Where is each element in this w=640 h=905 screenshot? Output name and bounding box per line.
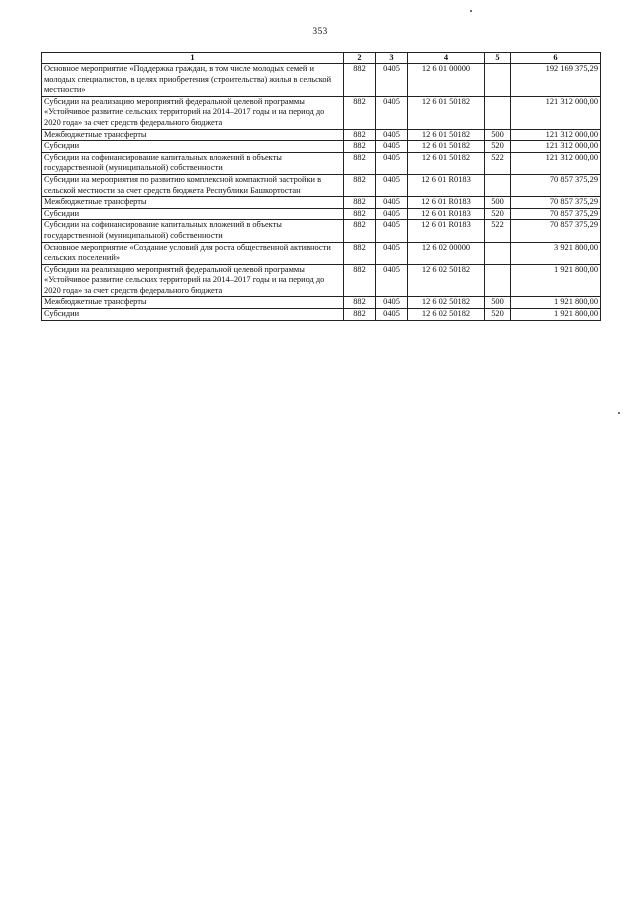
- header-cell-type: 5: [485, 53, 511, 64]
- row-section-cell: 0405: [376, 242, 408, 264]
- row-type-cell: 520: [485, 309, 511, 321]
- row-amount-cell: 70 857 375,29: [511, 174, 601, 196]
- row-code-cell: 882: [344, 220, 376, 242]
- row-target-cell: 12 6 01 50182: [408, 152, 485, 174]
- table-row: [42, 208, 601, 220]
- row-type-cell: [485, 96, 511, 129]
- row-target-cell: 12 6 01 R0183: [408, 197, 485, 209]
- row-name-cell: Субсидии: [42, 309, 344, 321]
- header-cell-amount: 6: [511, 53, 601, 64]
- row-code-cell: 882: [344, 174, 376, 196]
- row-amount-cell: 1 921 800,00: [511, 297, 601, 309]
- row-target-cell: 12 6 01 50182: [408, 129, 485, 141]
- row-section-cell: 0405: [376, 174, 408, 196]
- row-name-cell: Основное мероприятие «Поддержка граждан, в том числе молодых семей и молодых специалистов, в целях приобретения (строительства) жилья в сельской местности»: [42, 64, 344, 97]
- row-amount-cell: 1 921 800,00: [511, 309, 601, 321]
- row-name-cell: Межбюджетные трансферты: [42, 197, 344, 209]
- row-name-cell: Субсидии на реализацию мероприятий федеральной целевой программы «Устойчивое развитие сельских территорий на 2014–2017 годы и на период до 2020 года» за счет средств федерального бюджета: [42, 96, 344, 129]
- row-name-cell: Субсидии на софинансирование капитальных вложений в объекты государственной (муниципальной) собственности: [42, 152, 344, 174]
- header-row: [42, 53, 601, 64]
- row-type-cell: 500: [485, 297, 511, 309]
- table-row: [42, 297, 601, 309]
- row-type-cell: 500: [485, 129, 511, 141]
- budget-table: [41, 52, 601, 321]
- table-row: [42, 220, 601, 242]
- row-code-cell: 882: [344, 309, 376, 321]
- row-target-cell: 12 6 02 50182: [408, 309, 485, 321]
- row-amount-cell: 121 312 000,00: [511, 152, 601, 174]
- row-type-cell: [485, 174, 511, 196]
- row-section-cell: 0405: [376, 64, 408, 97]
- row-target-cell: 12 6 01 R0183: [408, 220, 485, 242]
- row-code-cell: 882: [344, 242, 376, 264]
- table-row: [42, 242, 601, 264]
- table-row: [42, 309, 601, 321]
- table-row: [42, 129, 601, 141]
- row-code-cell: 882: [344, 64, 376, 97]
- row-name-cell: Межбюджетные трансферты: [42, 129, 344, 141]
- row-section-cell: 0405: [376, 208, 408, 220]
- header-cell-target: 4: [408, 53, 485, 64]
- table-row: [42, 64, 601, 97]
- row-amount-cell: 121 312 000,00: [511, 129, 601, 141]
- row-code-cell: 882: [344, 264, 376, 297]
- row-type-cell: 522: [485, 220, 511, 242]
- scan-speck: [618, 412, 620, 414]
- row-type-cell: [485, 264, 511, 297]
- table-row: [42, 152, 601, 174]
- row-type-cell: [485, 64, 511, 97]
- row-section-cell: 0405: [376, 197, 408, 209]
- row-type-cell: [485, 242, 511, 264]
- row-target-cell: 12 6 01 50182: [408, 141, 485, 153]
- row-section-cell: 0405: [376, 152, 408, 174]
- table-row: [42, 96, 601, 129]
- row-type-cell: 520: [485, 208, 511, 220]
- row-amount-cell: 121 312 000,00: [511, 96, 601, 129]
- row-amount-cell: 70 857 375,29: [511, 220, 601, 242]
- table-row: [42, 264, 601, 297]
- row-name-cell: Межбюджетные трансферты: [42, 297, 344, 309]
- row-name-cell: Субсидии на реализацию мероприятий федеральной целевой программы «Устойчивое развитие сельских территорий на 2014–2017 годы и на период до 2020 года» за счет средств федерального бюджета: [42, 264, 344, 297]
- row-amount-cell: 1 921 800,00: [511, 264, 601, 297]
- row-target-cell: 12 6 02 50182: [408, 264, 485, 297]
- row-code-cell: 882: [344, 208, 376, 220]
- row-target-cell: 12 6 01 50182: [408, 96, 485, 129]
- row-target-cell: 12 6 01 00000: [408, 64, 485, 97]
- row-name-cell: Субсидии на софинансирование капитальных вложений в объекты государственной (муниципальной) собственности: [42, 220, 344, 242]
- row-type-cell: 500: [485, 197, 511, 209]
- row-target-cell: 12 6 01 R0183: [408, 208, 485, 220]
- row-section-cell: 0405: [376, 141, 408, 153]
- row-section-cell: 0405: [376, 129, 408, 141]
- row-code-cell: 882: [344, 96, 376, 129]
- row-code-cell: 882: [344, 197, 376, 209]
- row-section-cell: 0405: [376, 309, 408, 321]
- scan-speck: [470, 10, 472, 12]
- row-section-cell: 0405: [376, 297, 408, 309]
- row-name-cell: Основное мероприятие «Создание условий для роста общественной активности сельских поселений»: [42, 242, 344, 264]
- row-amount-cell: 121 312 000,00: [511, 141, 601, 153]
- row-amount-cell: 192 169 375,29: [511, 64, 601, 97]
- row-name-cell: Субсидии на мероприятия по развитию комплексной компактной застройки в сельской местности за счет средств бюджета Республики Башкортостан: [42, 174, 344, 196]
- row-code-cell: 882: [344, 152, 376, 174]
- header-cell-code: 2: [344, 53, 376, 64]
- row-amount-cell: 70 857 375,29: [511, 208, 601, 220]
- table-row: [42, 174, 601, 196]
- header-cell-section: 3: [376, 53, 408, 64]
- row-code-cell: 882: [344, 141, 376, 153]
- row-name-cell: Субсидии: [42, 141, 344, 153]
- row-target-cell: 12 6 01 R0183: [408, 174, 485, 196]
- row-code-cell: 882: [344, 129, 376, 141]
- row-section-cell: 0405: [376, 264, 408, 297]
- row-section-cell: 0405: [376, 220, 408, 242]
- row-target-cell: 12 6 02 00000: [408, 242, 485, 264]
- row-code-cell: 882: [344, 297, 376, 309]
- page-number: 353: [312, 27, 328, 37]
- row-target-cell: 12 6 02 50182: [408, 297, 485, 309]
- row-name-cell: Субсидии: [42, 208, 344, 220]
- row-type-cell: 522: [485, 152, 511, 174]
- row-amount-cell: 3 921 800,00: [511, 242, 601, 264]
- table-row: [42, 197, 601, 209]
- row-type-cell: 520: [485, 141, 511, 153]
- header-cell-name: 1: [42, 53, 344, 64]
- table-row: [42, 141, 601, 153]
- row-section-cell: 0405: [376, 96, 408, 129]
- row-amount-cell: 70 857 375,29: [511, 197, 601, 209]
